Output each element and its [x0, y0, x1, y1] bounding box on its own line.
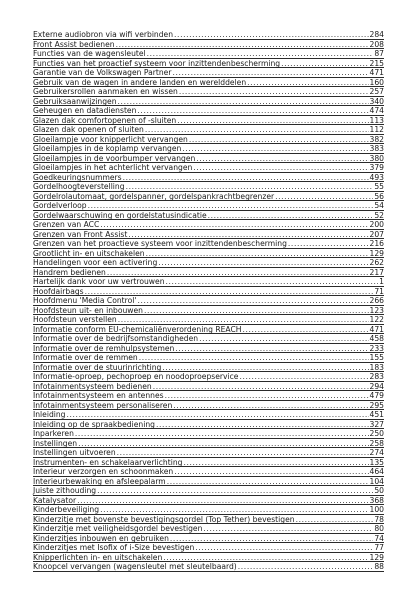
- entry-title: Gebruik van de wagen in andere landen en werelddelen: [33, 77, 247, 87]
- index-entry: [33, 106, 384, 116]
- dot-leader: [247, 78, 368, 88]
- index-entry: [33, 97, 384, 107]
- index-entry: [33, 230, 384, 240]
- entry-page-number: 284: [369, 30, 384, 39]
- index-entry: [33, 154, 384, 164]
- index-entry: [33, 49, 384, 59]
- dot-leader: [167, 477, 369, 487]
- index-entry: [33, 458, 384, 468]
- entry-title: Hoofdsteun verstellen: [33, 315, 117, 324]
- entry-page-number: 383: [369, 144, 384, 153]
- entry-page-number: 113: [369, 115, 384, 125]
- entry-page-number: 380: [369, 153, 384, 163]
- dot-leader: [139, 353, 369, 363]
- dot-leader: [107, 268, 369, 278]
- entry-title: Gebruiksaanwijzingen: [33, 96, 117, 106]
- dot-leader: [158, 258, 368, 268]
- entry-page-number: 129: [369, 248, 384, 258]
- entry-page-number: 50: [374, 486, 384, 495]
- dot-leader: [281, 59, 368, 69]
- entry-title: Informatie over de bedrijfsomstandigheden: [33, 334, 199, 343]
- dot-leader: [288, 239, 369, 249]
- index-entry: [33, 296, 384, 306]
- index-entry: [33, 382, 384, 392]
- index-entry: [33, 258, 384, 268]
- entry-title: Knoopcel vervangen (wagensleutel met sleutelbaard): [33, 562, 237, 571]
- index-entry: [33, 287, 384, 297]
- index-entry: [33, 477, 384, 487]
- dot-leader: [77, 496, 368, 506]
- entry-page-number: 258: [369, 438, 384, 448]
- entry-title: Glazen dak comfortopenen of -sluiten: [33, 115, 177, 125]
- entry-page-number: 77: [374, 543, 384, 552]
- index-entry: [33, 325, 384, 335]
- index-entry: [33, 315, 384, 325]
- index-entry: [33, 182, 384, 192]
- entry-title: Hoofdsteun uit- en inbouwen: [33, 305, 143, 315]
- entry-page-number: 74: [374, 533, 384, 543]
- entry-title: Katalysator: [33, 495, 77, 505]
- dot-leader: [153, 382, 369, 392]
- dot-leader: [128, 230, 368, 240]
- dot-leader: [199, 334, 368, 344]
- dot-leader: [137, 106, 368, 116]
- index-entry: [33, 87, 384, 97]
- entry-page-number: 54: [374, 201, 384, 210]
- dot-leader: [146, 249, 369, 259]
- dot-leader: [238, 562, 374, 572]
- dot-leader: [193, 163, 368, 173]
- entry-page-number: 104: [369, 476, 384, 486]
- entry-title: Grootlicht in- en uitschakelen: [33, 248, 145, 258]
- index-entry: [33, 391, 384, 401]
- index-entry: [33, 515, 384, 525]
- dot-leader: [203, 524, 373, 534]
- dot-leader: [182, 144, 368, 154]
- dot-leader: [163, 553, 368, 563]
- dot-leader: [116, 40, 369, 50]
- index-entry: [33, 59, 384, 69]
- dot-leader: [174, 467, 368, 477]
- entry-page-number: 451: [369, 410, 384, 419]
- dot-leader: [97, 486, 373, 496]
- entry-title: Grenzen van het proactieve systeem voor inzittendenbescherming: [33, 239, 287, 248]
- entry-page-number: 100: [369, 505, 384, 514]
- index-entry: [33, 78, 384, 88]
- dot-leader: [173, 401, 368, 411]
- dot-leader: [117, 448, 369, 458]
- index-entry: [33, 220, 384, 230]
- entry-page-number: 135: [369, 457, 384, 467]
- entry-title: Hoofdmenu 'Media Control': [33, 296, 137, 305]
- entry-title: Handelingen voor een activering: [33, 258, 158, 267]
- index-entry: [33, 40, 384, 50]
- dot-leader: [144, 306, 369, 316]
- dot-leader: [170, 534, 373, 544]
- entry-title: Gordelhoogteverstelling: [33, 182, 125, 191]
- dot-leader: [118, 315, 369, 325]
- dot-leader: [196, 154, 368, 164]
- entry-page-number: 471: [369, 68, 384, 77]
- entry-page-number: 266: [369, 296, 384, 305]
- index-entry: [33, 524, 384, 534]
- index-entry: [33, 420, 384, 430]
- entry-title: Kinderzitjes inbouwen en gebruiken: [33, 533, 169, 543]
- entry-title: Goedkeuringsnummers: [33, 172, 122, 182]
- dot-leader: [100, 220, 368, 230]
- dot-leader: [175, 344, 368, 354]
- dot-leader: [126, 182, 374, 192]
- index-entry: [33, 439, 384, 449]
- dot-leader: [239, 372, 368, 382]
- entry-title: Handrem bedienen: [33, 267, 106, 277]
- index-entry: [33, 192, 384, 202]
- dot-leader: [179, 87, 369, 97]
- entry-title: Informatie-oproep, pechoproep en noodoproepservice: [33, 372, 239, 381]
- entry-title: Grenzen van ACC: [33, 220, 100, 229]
- dot-leader: [166, 277, 379, 287]
- entry-title: Informatie over de remmen: [33, 353, 138, 362]
- entry-page-number: 122: [369, 315, 384, 324]
- entry-page-number: 80: [374, 524, 384, 533]
- entry-title: Kinderzitje met bovenste bevestigingsgordel (Top Tether) bevestigen: [33, 514, 295, 524]
- entry-page-number: 123: [369, 305, 384, 315]
- dot-leader: [165, 391, 369, 401]
- entry-page-number: 458: [369, 334, 384, 343]
- dot-leader: [243, 325, 369, 335]
- entry-title: Kinderzitjes met Isofix of i-Size bevestigen: [33, 543, 195, 552]
- entry-page-number: 215: [369, 58, 384, 68]
- entry-title: Grenzen van Front Assist: [33, 229, 128, 239]
- entry-title: Gloeilampjes in het achterlicht vervangen: [33, 163, 193, 172]
- entry-title: Infotainmentsysteem en antennes: [33, 391, 164, 400]
- index-list: [33, 30, 384, 572]
- entry-page-number: 283: [369, 372, 384, 381]
- entry-page-number: 1: [379, 277, 384, 286]
- entry-title: Gloeilampjes in de voorbumper vervangen: [33, 153, 196, 163]
- entry-page-number: 382: [369, 134, 384, 144]
- index-entry: [33, 372, 384, 382]
- dot-leader: [88, 201, 374, 211]
- entry-title: Hartelijk dank voor uw vertrouwen: [33, 277, 165, 286]
- entry-page-number: 52: [374, 210, 384, 220]
- index-entry: [33, 135, 384, 145]
- entry-title: Geheugen en datadiensten: [33, 106, 137, 115]
- entry-title: Knipperlichten in- en uitschakelen: [33, 552, 163, 562]
- entry-title: Informatie over de remhulpsystemen: [33, 343, 175, 353]
- index-entry: [33, 534, 384, 544]
- entry-title: Interieurbewaking en afsleepalarm: [33, 476, 166, 486]
- index-entry: [33, 410, 384, 420]
- dot-leader: [137, 296, 368, 306]
- entry-title: Functies van de wagensleutel: [33, 49, 146, 58]
- dot-leader: [118, 97, 369, 107]
- entry-page-number: 379: [369, 163, 384, 172]
- entry-title: Instellingen: [33, 438, 78, 448]
- index-entry: [33, 505, 384, 515]
- entry-title: Infotainmentsysteem bedienen: [33, 381, 152, 391]
- entry-page-number: 471: [369, 324, 384, 334]
- index-entry: [33, 268, 384, 278]
- dot-leader: [183, 458, 368, 468]
- dot-leader: [78, 439, 368, 449]
- index-entry: [33, 68, 384, 78]
- entry-title: Gordelrolautomaat, gordelspanner, gordelspankrachtbegrenzer: [33, 191, 275, 201]
- entry-title: Kinderbeveiliging: [33, 505, 100, 514]
- dot-leader: [208, 211, 374, 221]
- entry-page-number: 78: [374, 514, 384, 524]
- entry-page-number: 207: [369, 229, 384, 239]
- dot-leader: [172, 68, 368, 78]
- entry-page-number: 474: [369, 106, 384, 115]
- index-entry: [33, 30, 384, 40]
- entry-page-number: 217: [369, 267, 384, 277]
- index-entry: [33, 353, 384, 363]
- entry-page-number: 112: [369, 125, 384, 134]
- entry-page-number: 262: [369, 258, 384, 267]
- index-entry: [33, 562, 384, 572]
- entry-title: Garantie van de Volkswagen Partner: [33, 68, 172, 77]
- entry-page-number: 208: [369, 39, 384, 49]
- dot-leader: [67, 410, 369, 420]
- index-entry: [33, 553, 384, 563]
- entry-title: Gloeilampjes in de koplamp vervangen: [33, 144, 182, 153]
- dot-leader: [75, 429, 369, 439]
- index-entry: [33, 125, 384, 135]
- entry-title: Glazen dak openen of sluiten: [33, 125, 144, 134]
- index-entry: [33, 211, 384, 221]
- dot-leader: [145, 125, 369, 135]
- index-entry: [33, 239, 384, 249]
- index-entry: [33, 344, 384, 354]
- index-entry: [33, 163, 384, 173]
- entry-title: Infotainmentsysteem personaliseren: [33, 400, 173, 410]
- entry-page-number: 55: [374, 182, 384, 191]
- entry-page-number: 216: [369, 239, 384, 248]
- index-entry: [33, 467, 384, 477]
- dot-leader: [147, 49, 374, 59]
- entry-title: Inleiding: [33, 410, 66, 419]
- entry-page-number: 250: [369, 429, 384, 438]
- dot-leader: [275, 192, 373, 202]
- entry-page-number: 340: [369, 96, 384, 106]
- index-entry: [33, 277, 384, 287]
- index-entry: [33, 116, 384, 126]
- entry-page-number: 129: [369, 552, 384, 562]
- entry-page-number: 257: [369, 87, 384, 96]
- entry-title: Informatie over de stuurinrichting: [33, 362, 162, 372]
- entry-title: Functies van het proactief systeem voor inzittendenbescherming: [33, 58, 281, 68]
- index-entry: [33, 201, 384, 211]
- entry-page-number: 464: [369, 467, 384, 476]
- index-entry: [33, 363, 384, 373]
- index-entry: [33, 496, 384, 506]
- dot-leader: [123, 173, 369, 183]
- dot-leader: [296, 515, 374, 525]
- entry-title: Inparkeren: [33, 429, 74, 438]
- entry-page-number: 88: [374, 562, 384, 571]
- index-entry: [33, 334, 384, 344]
- entry-page-number: 183: [369, 362, 384, 372]
- entry-title: Externe audiobron via wifi verbinden: [33, 30, 174, 39]
- entry-page-number: 295: [369, 400, 384, 410]
- dot-leader: [177, 116, 368, 126]
- entry-title: Hoofdairbags: [33, 286, 84, 296]
- dot-leader: [174, 30, 368, 40]
- entry-title: Gordelverloop: [33, 201, 87, 210]
- entry-page-number: 71: [374, 286, 384, 296]
- entry-page-number: 87: [374, 49, 384, 58]
- index-entry: [33, 173, 384, 183]
- entry-page-number: 200: [369, 220, 384, 229]
- index-entry: [33, 448, 384, 458]
- entry-title: Gordelwaarschuwing en gordelstatusindicatie: [33, 210, 207, 220]
- entry-page-number: 233: [369, 343, 384, 353]
- entry-page-number: 327: [369, 419, 384, 429]
- index-entry: [33, 144, 384, 154]
- entry-page-number: 294: [369, 381, 384, 391]
- entry-title: Kinderzitje met veiligheidsgordel bevestigen: [33, 524, 203, 533]
- entry-title: Inleiding op de spraakbediening: [33, 419, 155, 429]
- dot-leader: [156, 420, 369, 430]
- index-entry: [33, 486, 384, 496]
- index-entry: [33, 429, 384, 439]
- dot-leader: [189, 135, 369, 145]
- entry-page-number: 493: [369, 172, 384, 182]
- dot-leader: [195, 543, 373, 553]
- entry-page-number: 160: [369, 77, 384, 87]
- index-entry: [33, 249, 384, 259]
- entry-title: Interieur verzorgen en schoonmaken: [33, 467, 174, 476]
- entry-title: Front Assist bedienen: [33, 39, 115, 49]
- entry-title: Gloeilampje voor knipperlicht vervangen: [33, 134, 188, 144]
- dot-leader: [100, 505, 368, 515]
- dot-leader: [162, 363, 368, 373]
- entry-page-number: 274: [369, 448, 384, 457]
- entry-page-number: 155: [369, 353, 384, 362]
- dot-leader: [85, 287, 374, 297]
- entry-page-number: 479: [369, 391, 384, 400]
- index-entry: [33, 401, 384, 411]
- entry-title: Gebruikersrollen aanmaken en wissen: [33, 87, 178, 96]
- entry-title: Instrumenten- en schakelaarverlichting: [33, 457, 183, 467]
- index-entry: [33, 543, 384, 553]
- entry-title: Informatie conform EU-chemicaliënverordening REACH: [33, 324, 242, 334]
- entry-title: Juiste zithouding: [33, 486, 97, 495]
- entry-page-number: 368: [369, 495, 384, 505]
- index-entry: [33, 306, 384, 316]
- entry-title: Instellingen uitvoeren: [33, 448, 116, 457]
- entry-page-number: 56: [374, 191, 384, 201]
